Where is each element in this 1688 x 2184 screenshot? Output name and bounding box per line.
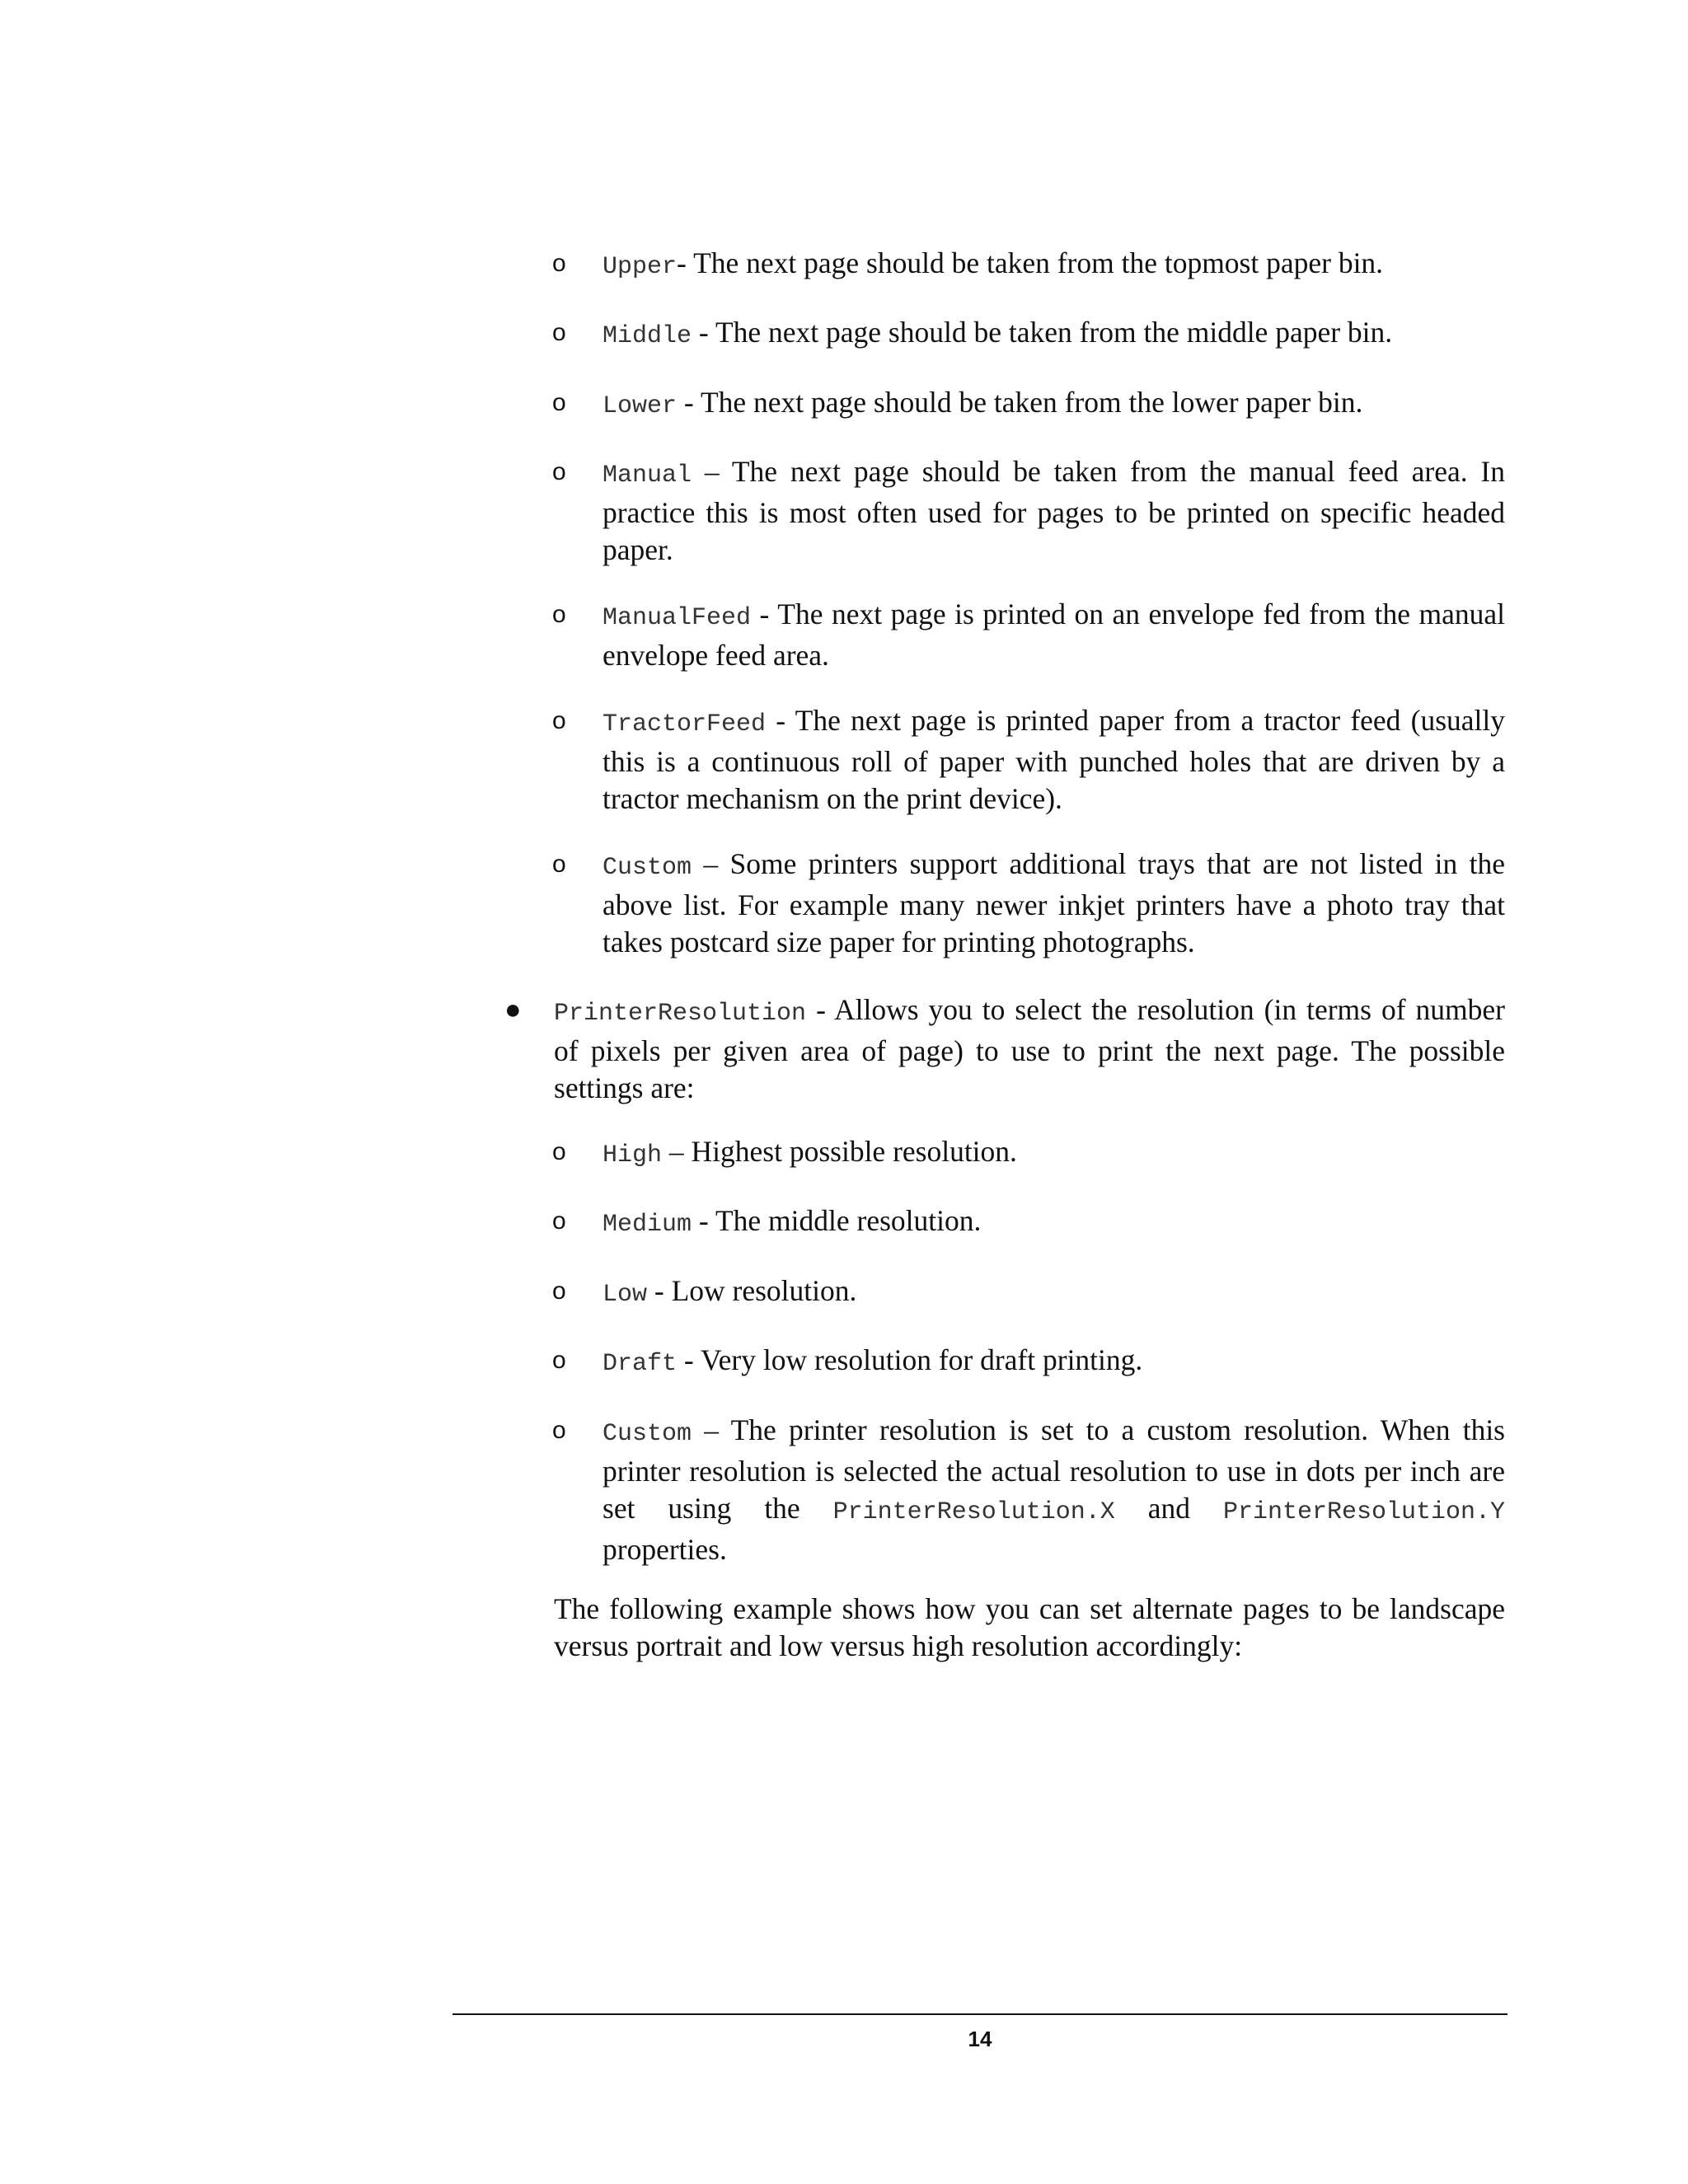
circle-bullet-icon: o	[552, 1138, 566, 1165]
list-item	[552, 245, 1505, 286]
circle-bullet-icon: o	[552, 1417, 566, 1444]
list-item	[552, 314, 1505, 355]
list-item-text: Custom – The printer resolution is set to a custom resolution. When this printer resolution is selected the actual resolution to use in dots per inch are set using the PrinterResolution.X and PrinterResolution.Y properties.	[603, 1413, 1506, 1566]
code-term: Lower	[603, 392, 678, 420]
list-item	[552, 384, 1505, 425]
code-term: Custom	[603, 1420, 692, 1448]
circle-bullet-icon: o	[552, 707, 566, 734]
bullet-icon: ●	[504, 994, 522, 1025]
list-item	[552, 1133, 1505, 1174]
code-term: PrinterResolution.X	[832, 1498, 1115, 1526]
circle-bullet-icon: o	[552, 1277, 566, 1305]
code-term: TractorFeed	[603, 710, 767, 738]
code-term: Low	[603, 1281, 648, 1309]
list-item-text: ManualFeed - The next page is printed on an envelope fed from the manual envelope feed area.	[603, 598, 1505, 672]
list-item	[552, 702, 1505, 818]
list-item-text: Middle - The next page should be taken from the middle paper bin.	[603, 316, 1393, 350]
circle-bullet-icon: o	[552, 389, 566, 416]
circle-bullet-icon: o	[552, 1347, 566, 1374]
code-term: Upper	[603, 253, 678, 281]
list-item-text: High – Highest possible resolution.	[603, 1135, 1017, 1169]
code-term: Middle	[603, 322, 692, 350]
paragraph-text: The following example shows how you can set alternate pages to be landscape versus portrait and low versus high resolution accordingly:	[554, 1592, 1505, 1662]
circle-bullet-icon: o	[552, 601, 566, 628]
code-term: High	[603, 1141, 663, 1169]
list-item-text: Upper- The next page should be taken from the topmost paper bin.	[603, 246, 1384, 281]
circle-bullet-icon: o	[552, 458, 566, 485]
list-item	[552, 596, 1505, 674]
list-item-text: PrinterResolution - Allows you to select the resolution (in terms of number of pixels per given area of page) to use to print the next page. The possible settings are:	[554, 993, 1505, 1104]
circle-bullet-icon: o	[552, 319, 566, 346]
circle-bullet-icon: o	[552, 851, 566, 878]
code-term: Custom	[603, 854, 692, 882]
footer-divider	[452, 2013, 1507, 2015]
list-item-text: TractorFeed - The next page is printed paper from a tractor feed (usually this is a continuous roll of paper with punched holes that are driven by a tractor mechanism on the print device).	[603, 704, 1505, 815]
code-term: PrinterResolution.Y	[1222, 1498, 1506, 1526]
page-number: 14	[968, 2027, 992, 2051]
list-item-text: Manual – The next page should be taken from the manual feed area. In practice this is most often used for pages to be printed on specific headed paper.	[603, 455, 1505, 566]
circle-bullet-icon: o	[552, 1207, 566, 1235]
list-item	[552, 1342, 1505, 1383]
body-paragraph	[554, 1591, 1505, 1665]
list-item	[552, 1412, 1506, 1568]
list-item	[504, 991, 1505, 1107]
list-item-text: Low - Low resolution.	[603, 1274, 857, 1309]
list-item	[552, 453, 1505, 569]
code-term: Draft	[603, 1350, 678, 1378]
list-item-text: Lower - The next page should be taken from the lower paper bin.	[603, 386, 1363, 420]
list-item-text: Draft - Very low resolution for draft printing.	[603, 1343, 1143, 1378]
code-term: Medium	[603, 1211, 692, 1239]
code-term: PrinterResolution	[554, 1000, 807, 1028]
code-term: ManualFeed	[603, 604, 752, 632]
list-item-text: Medium - The middle resolution.	[603, 1204, 982, 1239]
list-item	[552, 846, 1505, 961]
list-item	[552, 1202, 1505, 1244]
code-term: Manual	[603, 462, 692, 490]
list-item-text: Custom – Some printers support additional trays that are not listed in the above list. For example many newer inkjet printers have a photo tray that takes postcard size paper for printing photographs.	[603, 847, 1505, 958]
circle-bullet-icon: o	[552, 250, 566, 277]
list-item	[552, 1272, 1505, 1314]
